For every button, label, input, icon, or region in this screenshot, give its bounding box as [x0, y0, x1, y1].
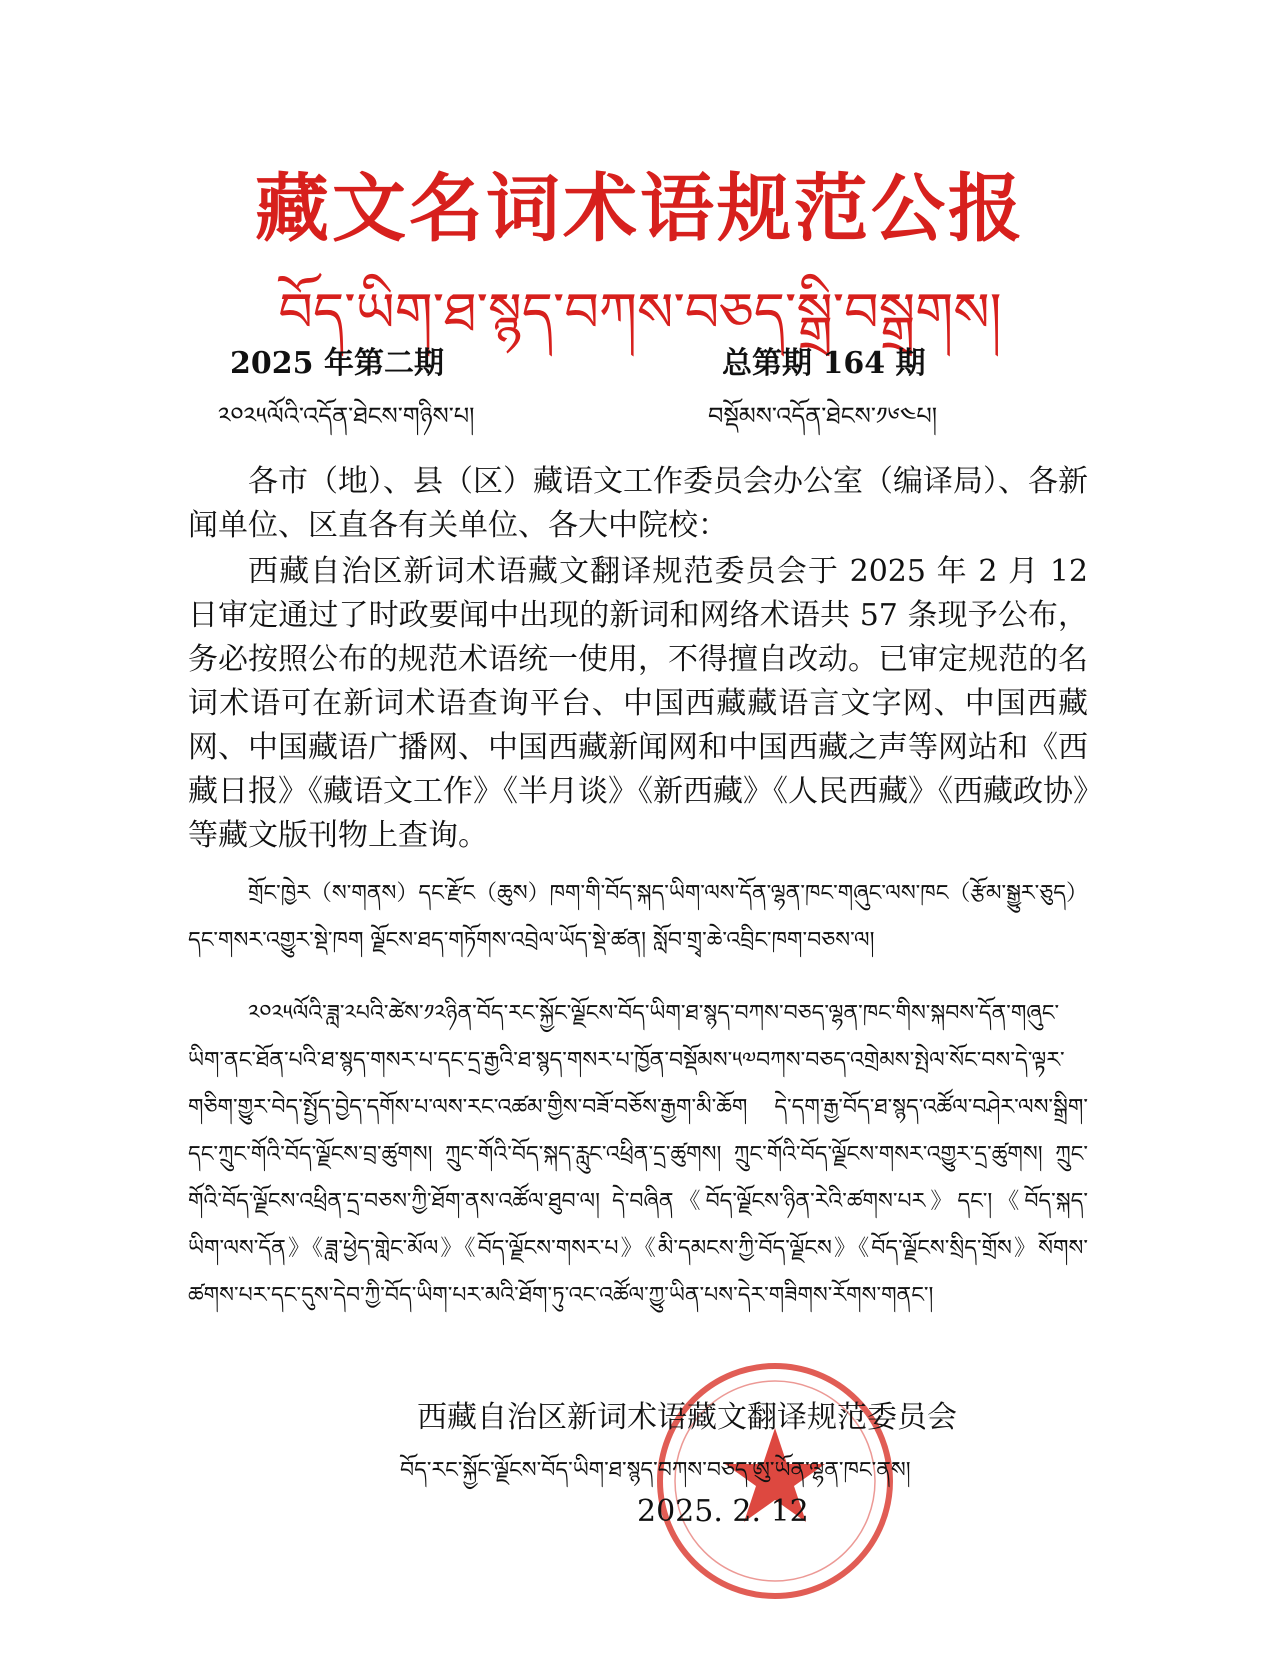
issuer-name-tibetan: བོད་རང་སྐྱོང་ལྗོངས་བོད་ཡིག་ཐ་སྙད་བཀས་བཅད་ཨུ་ཡོན་ལྷན་ཁང་ནས།	[400, 1458, 911, 1483]
notice-paragraph-chinese: 西藏自治区新词术语藏文翻译规范委员会于 2025 年 2 月 12 日审定通过了时政要闻中出现的新词和网络术语共 57 条现予公布，务必按照公布的规范术语统一使用，不得擅自改动。已审定规范的名词术语可在新词术语查询平台、中国西藏藏语言文字网、中国西藏网、中国藏语广播网、中国西藏新闻网和中国西藏之声等网站和《西藏日报》《藏语文工作》《半月谈》《新西藏》《人民西藏》《西藏政协》等藏文版刊物上查询。	[188, 554, 1088, 853]
salutation-chinese: 各市（地）、县（区）藏语文工作委员会办公室（编译局）、各新闻单位、区直各有关单位、各大中院校：	[188, 464, 1088, 543]
total-issue-number: 总第期 164 期	[722, 346, 926, 381]
salutation-tibetan: གྲོང་ཁྱེར（ས་གནས）དང་རྫོང（ཆུས）ཁག་གི་བོད་སྐད་ཡིག་ལས་དོན་ལྷན་ཁང་གཞུང་ལས་ཁང（རྩོམ་སྒྱུར་ཅུད）དང་གསར་འགྱུར་སྡེ་ཁག ལྗོངས་ཐད་གཏོགས་འབྲེལ་ཡོད་སྡེ་ཚན། སློབ་གྲྭ་ཆེ་འབྲིང་ཁག་བཅས་ལ།	[188, 881, 1088, 953]
issue-number: 2025 年第二期	[230, 346, 444, 381]
issuer-name-chinese: 西藏自治区新词术语藏文翻译规范委员会	[417, 1400, 957, 1435]
document-title-chinese: 藏文名词术语规范公报	[255, 166, 1025, 252]
issue-number-tibetan: ༢༠༢༥ལོའི་འདོན་ཐེངས་གཉིས་པ།	[218, 402, 475, 430]
notice-paragraph-tibetan: ༢༠༢༥ལོའི་ཟླ་༢པའི་ཚེས་༡༢ཉིན་བོད་རང་སྐྱོང་ལྗོངས་བོད་ཡིག་ཐ་སྙད་བཀས་བཅད་ལྷན་ཁང་གིས་སྐབས་དོན་གཞུང་ཡིག་ནང་ཐོན་པའི་ཐ་སྙད་གསར་པ་དང་དྲ་རྒྱའི་ཐ་སྙད་གསར་པ་ཁྱོན་བསྡོམས་༥༧བཀས་བཅད་འགྲེམས་སྤེལ་སོང་བས་དེ་ལྟར་གཅིག་གྱུར་བེད་སྤྱོད་བྱེད་དགོས་པ་ལས་རང་འཚམ་གྱིས་བཟོ་བཅོས་རྒྱག་མི་ཆོག དེ་དག་རྒྱ་བོད་ཐ་སྙད་འཚོལ་བཤེར་ལས་སྒྲིག་དང་ཀྲུང་གོའི་བོད་ལྗོངས་བྲ་ཚུགས། ཀྲུང་གོའི་བོད་སྐད་རླུང་འཕྲིན་དྲ་ཚུགས། ཀྲུང་གོའི་བོད་ལྗོངས་གསར་འགྱུར་དྲ་ཚུགས། ཀྲུང་གོའི་བོད་ལྗོངས་འཕྲིན་དྲ་བཅས་ཀྱི་ཐོག་ནས་འཚོལ་ཐུབ་ལ། དེ་བཞིན《བོད་ལྗོངས་ཉིན་རེའི་ཚགས་པར》དང་།《བོད་སྐད་ཡིག་ལས་དོན》《ཟླ་ཕྱེད་གླེང་མོལ》《བོད་ལྗོངས་གསར་པ》《མི་དམངས་ཀྱི་བོད་ལྗོངས》《བོད་ལྗོངས་སྲིད་གྲོས》སོགས་ཚགས་པར་དང་དུས་དེབ་ཀྱི་བོད་ཡིག་པར་མའི་ཐོག་ཏུ་འང་འཚོལ་ཀྱུ་ཡིན་པས་དེར་གཟིགས་རོགས་གནང་།	[188, 1001, 1088, 1308]
issue-date: 2025. 2. 12	[637, 1494, 809, 1529]
total-issue-number-tibetan: བསྡོམས་འདོན་ཐེངས་༡༦༤པ།	[708, 402, 938, 430]
document-title-tibetan: བོད་ཡིག་ཐ་སྙད་བཀས་བཅད་སྒྲི་བསྒྲགས།	[278, 281, 1002, 344]
